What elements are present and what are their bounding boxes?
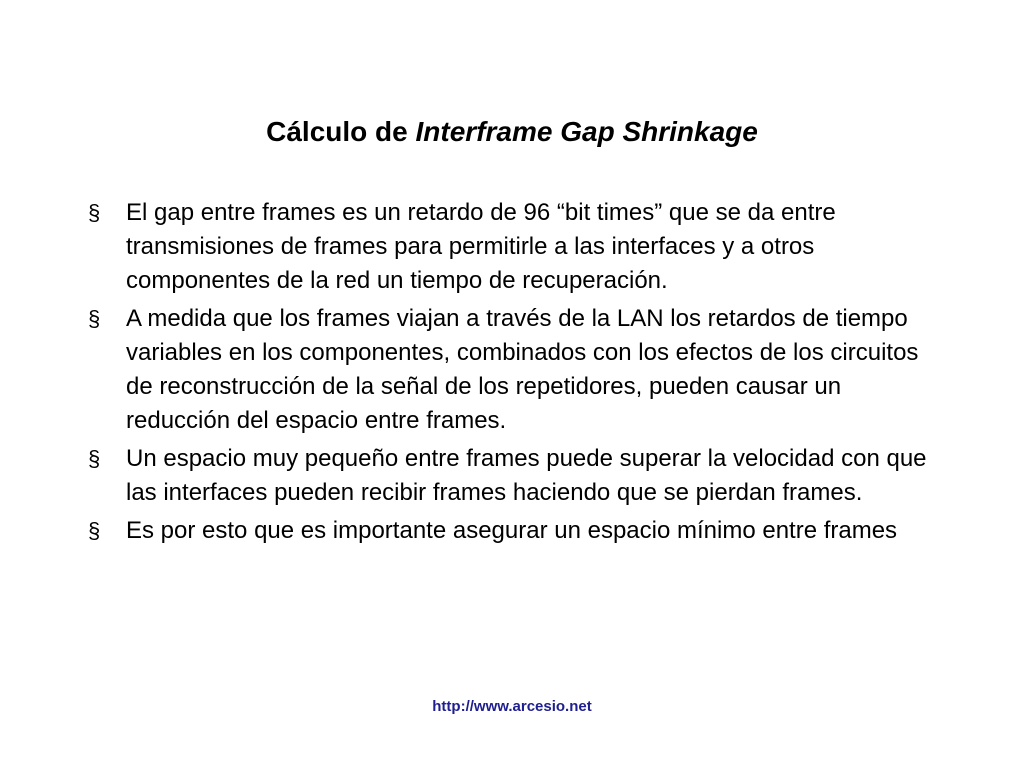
bullet-marker-icon: § [88,446,101,471]
title-emphasis: Interframe Gap Shrinkage [415,116,758,147]
bullet-item [88,514,948,548]
bullet-text: El gap entre frames es un retardo de 96 “bit times” que se da entre transmisiones de frames para permitirle a las interfaces y a otros componentes de la red un tiempo de recuperación. [126,199,836,294]
bullet-list [88,196,948,552]
bullet-marker-icon: § [88,200,101,225]
title-prefix: Cálculo de [266,116,416,147]
bullet-text: Es por esto que es importante asegurar un espacio mínimo entre frames [126,517,898,544]
bullet-marker-icon: § [88,518,101,543]
slide-title [0,112,1024,152]
footer-link[interactable]: http://www.arcesio.net [432,698,592,715]
bullet-item [88,442,948,510]
bullet-item [88,302,948,438]
bullet-marker-icon: § [88,306,101,331]
bullet-item [88,196,948,298]
bullet-text: Un espacio muy pequeño entre frames puede superar la velocidad con que las interfaces pueden recibir frames haciendo que se pierdan frames. [126,445,927,506]
bullet-text: A medida que los frames viajan a través de la LAN los retardos de tiempo variables en los componentes, combinados con los efectos de los circuitos de reconstrucción de la señal de los repetidores, pueden causar un reducción del espacio entre frames. [126,305,919,434]
